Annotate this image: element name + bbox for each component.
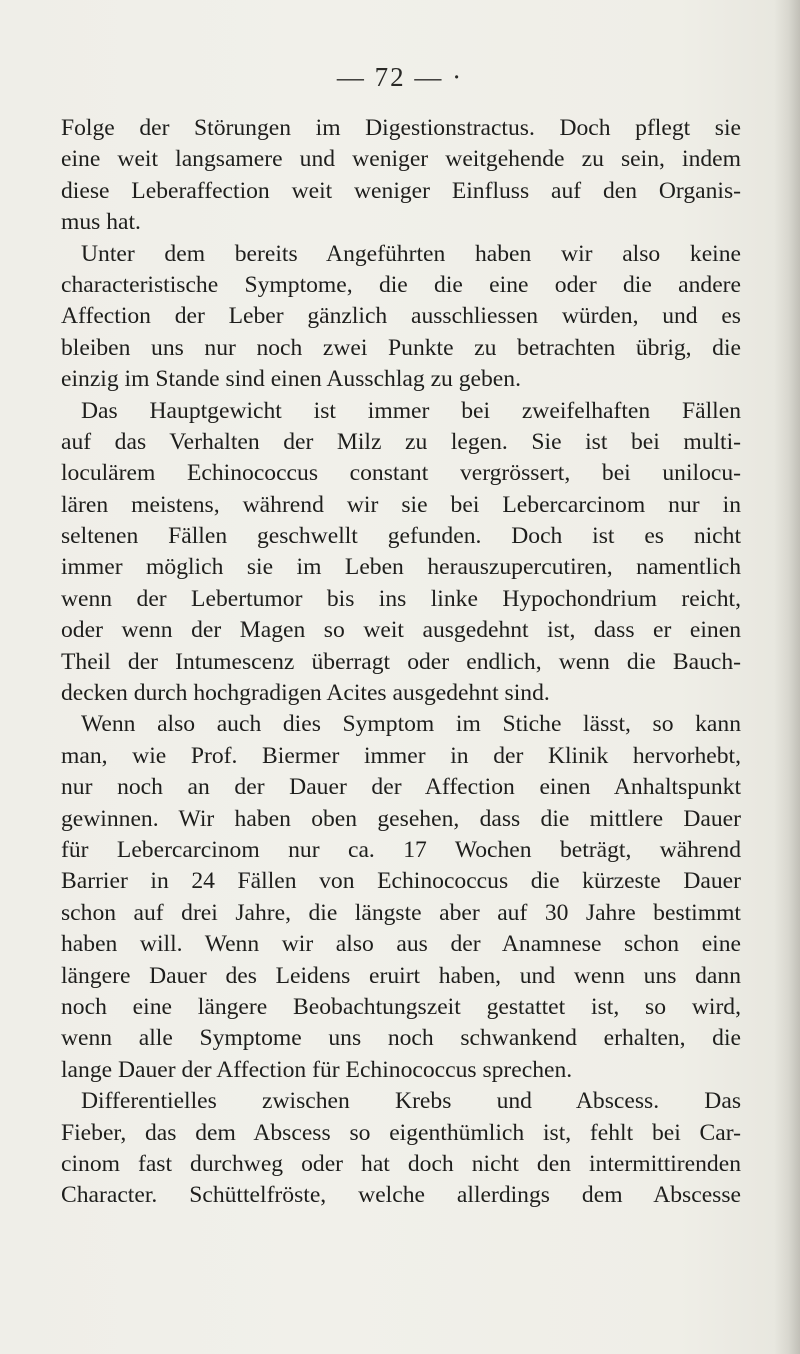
text-line: wenn alle Symptome uns noch schwankend erhalten, die (61, 1025, 741, 1052)
text-line: Fieber, das dem Abscess so eigenthümlich ist, fehlt bei Car- (61, 1119, 741, 1146)
text-line: gewinnen. Wir haben oben gesehen, dass die mittlere Dauer (61, 805, 741, 832)
page-edge-shadow (774, 0, 800, 1354)
text-line: Differentielles zwischen Krebs und Abscess. Das (81, 1088, 741, 1115)
text-line: Wenn also auch dies Symptom im Stiche lässt, so kann (81, 711, 741, 738)
page-number: — 72 — · (336, 62, 464, 92)
text-line: längere Dauer des Leidens eruirt haben, und wenn uns dann (61, 962, 741, 989)
body-text (61, 113, 741, 1212)
text-line: bleiben uns nur noch zwei Punkte zu betrachten übrig, die (61, 334, 741, 361)
text-line: Character. Schüttelfröste, welche allerdings dem Abscesse (61, 1182, 741, 1209)
text-line: oder wenn der Magen so weit ausgedehnt ist, dass er einen (61, 617, 741, 644)
text-line: eine weit langsamere und weniger weitgehende zu sein, indem (61, 146, 741, 173)
text-line: loculärem Echinococcus constant vergrössert, bei unilocu- (61, 460, 741, 487)
text-line: Unter dem bereits Angeführten haben wir also keine (81, 240, 741, 267)
text-line: wenn der Lebertumor bis ins linke Hypochondrium reicht, (61, 585, 741, 612)
text-line: nur noch an der Dauer der Affection einen Anhaltspunkt (61, 774, 741, 801)
text-line: immer möglich sie im Leben herauszupercutiren, namentlich (61, 554, 741, 581)
text-line: schon auf drei Jahre, die längste aber auf 30 Jahre bestimmt (61, 899, 741, 926)
text-line: Folge der Störungen im Digestionstractus. Doch pflegt sie (61, 115, 741, 141)
text-line: haben will. Wenn wir also aus der Anamnese schon eine (61, 931, 741, 958)
text-line: Affection der Leber gänzlich ausschliessen würden, und es (61, 303, 741, 330)
text-line: Barrier in 24 Fällen von Echinococcus die kürzeste Dauer (61, 868, 741, 895)
text-line: characteristische Symptome, die die eine oder die andere (61, 271, 741, 298)
text-line: seltenen Fällen geschwellt gefunden. Doch ist es nicht (61, 523, 741, 550)
text-line: decken durch hochgradigen Acites ausgedehnt sind. (61, 680, 550, 707)
text-line: cinom fast durchweg oder hat doch nicht den intermittirenden (61, 1150, 741, 1177)
text-line: Das Hauptgewicht ist immer bei zweifelhaften Fällen (81, 397, 741, 424)
text-line: diese Leberaffection weit weniger Einfluss auf den Organis- (61, 177, 741, 204)
text-line: lange Dauer der Affection für Echinococcus sprechen. (61, 1056, 573, 1083)
text-line: auf das Verhalten der Milz zu legen. Sie ist bei multi- (61, 428, 741, 455)
text-line: für Lebercarcinom nur ca. 17 Wochen beträgt, während (61, 836, 741, 863)
text-line: Theil der Intumescenz überragt oder endlich, wenn die Bauch- (61, 648, 741, 675)
text-line: mus hat. (61, 209, 141, 236)
text-line: noch eine längere Beobachtungszeit gestattet ist, so wird, (61, 993, 741, 1020)
text-line: lären meistens, während wir sie bei Lebercarcinom nur in (61, 491, 741, 518)
text-line: man, wie Prof. Biermer immer in der Klinik hervorhebt, (61, 742, 741, 769)
text-line: einzig im Stande sind einen Ausschlag zu geben. (61, 366, 521, 393)
